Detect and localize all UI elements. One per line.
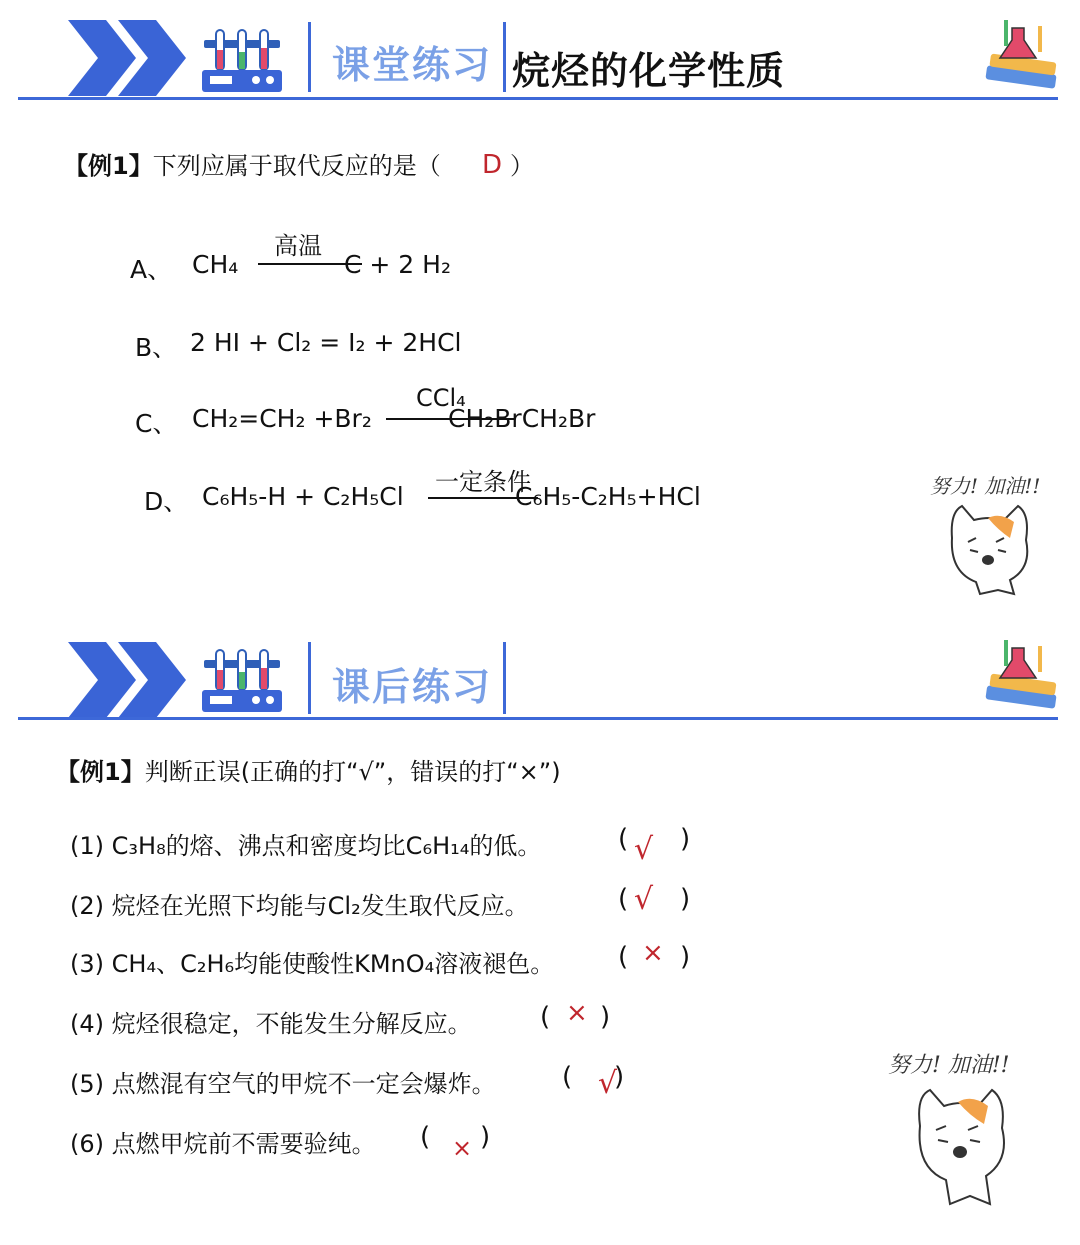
item-text: 烷烃很稳定，不能发生分解反应。 (111, 1010, 472, 1038)
header-divider (308, 22, 311, 92)
answer-paren: ( (618, 884, 629, 914)
answer-mark: √ (634, 832, 654, 867)
item-text: 点燃混有空气的甲烷不一定会爆炸。 (111, 1070, 496, 1098)
test-tube-rack-icon (200, 28, 284, 94)
chevron-icon (68, 18, 188, 98)
answer-paren: ) (680, 824, 691, 854)
option-d (144, 482, 188, 518)
option-d-condition: 一定条件 (435, 468, 531, 496)
option-a-condition: 高温 (274, 232, 322, 260)
header-rule (18, 717, 1058, 720)
example-tag: 【例1】 (64, 152, 153, 180)
cheer-text: 努力! 加油!! (888, 1053, 1010, 1078)
books-flask-icon (982, 638, 1062, 714)
item-text: C₃H₈的熔、沸点和密度均比C₆H₁₄的低。 (111, 832, 542, 860)
option-a-lhs: CH₄ (192, 250, 239, 279)
answer-paren: ( (618, 942, 629, 972)
question-heading (64, 146, 441, 181)
option-b-equation: 2 HI + Cl₂ = I₂ + 2HCl (190, 328, 462, 357)
option-c-lhs: CH₂=CH₂ +Br₂ (192, 404, 372, 433)
section-label: 课后练习 (332, 665, 493, 709)
header-divider (503, 22, 506, 92)
test-tube-rack-icon (200, 648, 284, 714)
option-letter: B、 (135, 333, 178, 362)
books-flask-icon (982, 18, 1062, 94)
item-number: (1) (70, 832, 104, 860)
chevron-icon (68, 640, 188, 720)
option-a (130, 250, 172, 286)
cat-sticker-icon (906, 1080, 1016, 1210)
header-divider (308, 642, 311, 714)
item-text: 烷烃在光照下均能与Cl₂发生取代反应。 (111, 892, 529, 920)
answer-paren: ) (480, 1122, 491, 1152)
list-item (70, 1124, 376, 1159)
option-letter: D、 (144, 487, 189, 516)
answer-mark: D (482, 150, 503, 180)
section-label: 课堂练习 (332, 43, 493, 87)
item-number: (4) (70, 1010, 104, 1038)
option-c-condition: CCl₄ (416, 384, 466, 412)
answer-paren: ) (680, 942, 691, 972)
answer-paren: ) (600, 1002, 611, 1032)
item-number: (5) (70, 1070, 104, 1098)
answer-mark: × (642, 938, 664, 968)
answer-paren: ( (420, 1122, 431, 1152)
option-c (135, 404, 177, 440)
cheer-text: 努力! 加油!! (930, 474, 1041, 498)
page-title: 烷烃的化学性质 (512, 49, 786, 93)
item-number: (6) (70, 1130, 104, 1158)
item-text: CH₄、C₂H₆均能使酸性KMnO₄溶液褪色。 (111, 950, 555, 978)
list-item (70, 1064, 496, 1099)
answer-mark: √ (634, 882, 654, 917)
question-text: 下列应属于取代反应的是（ (152, 152, 441, 180)
list-item (70, 826, 541, 861)
instruction-heading (56, 752, 561, 787)
option-a-rhs: C + 2 H₂ (344, 250, 451, 279)
item-number: (2) (70, 892, 104, 920)
answer-mark: √ (598, 1066, 618, 1101)
list-item (70, 944, 554, 979)
item-text: 点燃甲烷前不需要验纯。 (111, 1130, 376, 1158)
answer-paren: ( (562, 1062, 573, 1092)
option-d-lhs: C₆H₅-H + C₂H₅Cl (202, 482, 404, 511)
item-number: (3) (70, 950, 104, 978)
list-item (70, 886, 529, 921)
header-rule (18, 97, 1058, 100)
answer-paren: ( (618, 824, 629, 854)
answer-paren: ) (614, 1062, 625, 1092)
answer-paren: ) (680, 884, 691, 914)
option-letter: C、 (135, 409, 178, 438)
header-divider (503, 642, 506, 714)
option-c-rhs: CH₂BrCH₂Br (448, 404, 596, 433)
list-item (70, 1004, 472, 1039)
option-letter: A、 (130, 255, 173, 284)
example-tag: 【例1】 (56, 758, 145, 786)
option-d-rhs: C₆H₅-C₂H₅+HCl (515, 482, 701, 511)
answer-mark: × (452, 1134, 473, 1162)
option-b (135, 328, 177, 364)
cat-sticker-icon (940, 498, 1040, 598)
instruction-text: 判断正误(正确的打“√”，错误的打“×”) (144, 758, 561, 786)
answer-paren: ( (540, 1002, 551, 1032)
answer-mark: × (566, 998, 588, 1028)
question-close: ） (510, 152, 534, 180)
